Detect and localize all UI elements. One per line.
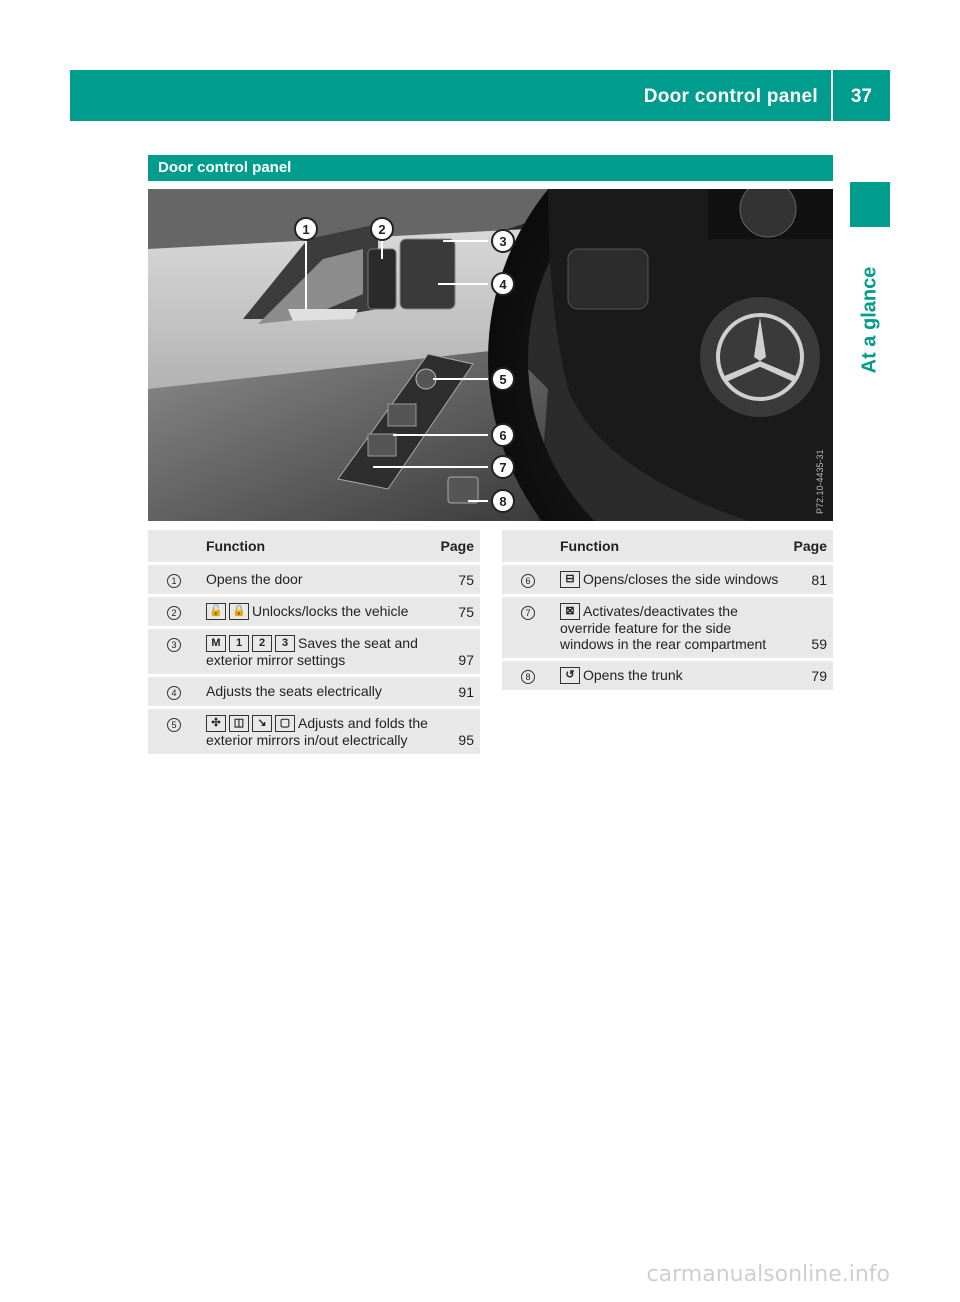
- function-table-right: [502, 527, 833, 693]
- page-number: 37: [850, 86, 872, 107]
- control-symbol-icon: ◫: [229, 715, 249, 732]
- col-page: Page: [788, 530, 833, 562]
- function-table-left: [148, 527, 480, 757]
- callout-7: 7: [499, 460, 507, 475]
- function-text: Opens the trunk: [583, 667, 683, 683]
- control-symbol-icon: ⊟: [560, 571, 580, 588]
- function-cell: [200, 677, 435, 706]
- callout-2: 2: [378, 222, 386, 237]
- function-text: Activates/deactivates the override feature for the side windows in the rear compartment: [560, 603, 767, 652]
- function-cell: [200, 565, 435, 594]
- header-divider: [831, 70, 833, 121]
- page-ref: 59: [788, 597, 833, 658]
- callout-number: 3: [167, 638, 181, 652]
- col-page: Page: [435, 530, 480, 562]
- page-ref: 95: [435, 709, 480, 754]
- col-number: [148, 530, 200, 562]
- figure-code: P72.10-4435-31: [815, 449, 825, 514]
- function-cell: [200, 597, 435, 626]
- callout-number: 1: [167, 574, 181, 588]
- section-heading-bar: [148, 155, 833, 181]
- chapter-label: At a glance: [858, 266, 881, 374]
- table-row: [148, 565, 480, 594]
- page-ref: 75: [435, 565, 480, 594]
- col-function: Function: [200, 530, 435, 562]
- watermark: carmanualsonline.info: [646, 1262, 890, 1287]
- function-cell: [200, 629, 435, 674]
- page-ref: 91: [435, 677, 480, 706]
- callout-number: 5: [167, 718, 181, 732]
- col-function: Function: [554, 530, 788, 562]
- function-text: Adjusts and folds the exterior mirrors in/out electrically: [206, 715, 428, 748]
- running-header: [70, 70, 890, 121]
- callout-6: 6: [499, 428, 507, 443]
- table-row: [502, 661, 833, 690]
- callout-8: 8: [499, 494, 507, 509]
- header-title: Door control panel: [643, 86, 818, 107]
- callout-4: 4: [499, 277, 507, 292]
- control-symbol-icon: 3: [275, 635, 295, 652]
- page-ref: 75: [435, 597, 480, 626]
- function-text: Unlocks/locks the vehicle: [252, 603, 409, 619]
- function-text: Adjusts the seats electrically: [206, 683, 382, 699]
- col-number: [502, 530, 554, 562]
- control-symbol-icon: ✣: [206, 715, 226, 732]
- page-ref: 97: [435, 629, 480, 674]
- control-symbol-icon: ⊠: [560, 603, 580, 620]
- table-row: [148, 677, 480, 706]
- function-text: Opens/closes the side windows: [583, 571, 779, 587]
- table-row: [502, 565, 833, 594]
- page-ref: 81: [788, 565, 833, 594]
- function-cell: [200, 709, 435, 754]
- control-symbol-icon: ↘: [252, 715, 272, 732]
- control-symbol-icon: 🔒: [229, 603, 249, 620]
- control-symbol-icon: 1: [229, 635, 249, 652]
- table-row: [148, 629, 480, 674]
- callout-number: 7: [521, 606, 535, 620]
- section-title: Door control panel: [158, 159, 292, 176]
- callout-number: 2: [167, 606, 181, 620]
- table-row: [148, 709, 480, 754]
- door-panel-photo: [148, 189, 833, 521]
- function-cell: [554, 661, 788, 690]
- callout-1: 1: [302, 222, 310, 237]
- callout-number: 8: [521, 670, 535, 684]
- callout-3: 3: [499, 234, 507, 249]
- chapter-tab: [850, 182, 890, 227]
- control-symbol-icon: M: [206, 635, 226, 652]
- control-symbol-icon: ▢: [275, 715, 295, 732]
- control-symbol-icon: 2: [252, 635, 272, 652]
- function-cell: [554, 597, 788, 658]
- function-text: Opens the door: [206, 571, 303, 587]
- function-text: Saves the seat and exterior mirror settings: [206, 635, 418, 668]
- callout-number: 6: [521, 574, 535, 588]
- function-cell: [554, 565, 788, 594]
- control-symbol-icon: ↺: [560, 667, 580, 684]
- control-symbol-icon: 🔓: [206, 603, 226, 620]
- callout-5: 5: [499, 372, 507, 387]
- table-row: [502, 597, 833, 658]
- table-row: [148, 597, 480, 626]
- page-ref: 79: [788, 661, 833, 690]
- callout-number: 4: [167, 686, 181, 700]
